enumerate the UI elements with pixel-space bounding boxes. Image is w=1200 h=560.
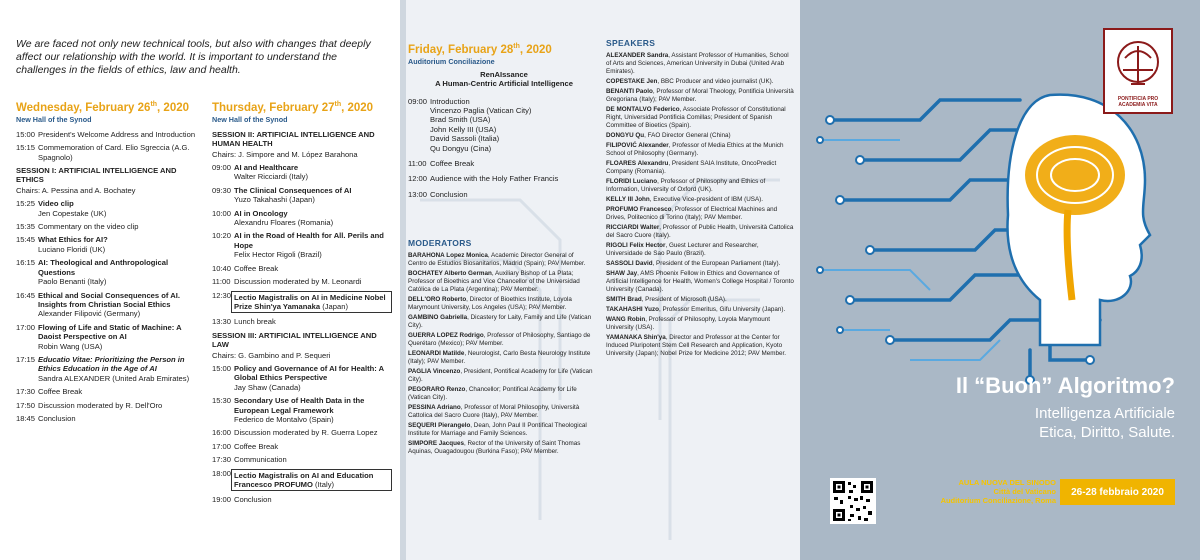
person-bio: , BBC Producer and video journalist (UK). [657,78,774,85]
speaker-item [606,88,794,104]
schedule-item [408,159,600,168]
person-name: DELL'ORO Roberto [408,296,467,303]
schedule-speaker: Communication [234,455,287,465]
schedule-time: 17:00 [16,322,36,332]
person-name: PEGORARO Renzo [408,386,466,393]
person-name: BENANTI Paolo [606,88,653,95]
wednesday-column [16,98,198,427]
schedule-time: 09:00 [212,163,232,173]
schedule-item [16,387,198,396]
schedule-text [234,364,392,392]
session-2-items [212,163,392,327]
speaker-item [606,78,794,86]
schedule-item [408,190,600,199]
speaker-item [606,178,794,194]
speaker-item [606,196,794,204]
schedule-time: 16:00 [212,428,232,438]
moderator-item [408,332,594,348]
person-name: PESSINA Adriano [408,404,461,411]
cover-subtitle [800,404,1175,442]
person-name: SMITH Brad [606,296,642,303]
schedule-text [430,174,600,183]
friday-items [408,97,600,200]
schedule-text [234,264,392,273]
schedule-item [16,130,198,139]
schedule-item [212,209,392,228]
schedule-item [16,401,198,410]
speaker-item [606,306,794,314]
friday-heading: Friday, February 28th, 2020 [408,43,552,56]
speakers-list [606,52,794,358]
schedule-text [430,190,600,199]
person-name: TAKAHASHI Yuzo [606,306,659,313]
session-2-chairs: Chairs: J. Simpore and M. López Barahona [212,149,358,159]
tree-emblem-icon [1105,34,1171,94]
panel-left [0,0,400,560]
schedule-text: Commemoration of Card. Elio Sgreccia (A.G. Spagnolo) [38,143,190,162]
session-2-title: SESSION II: ARTIFICIAL INTELLIGENCE AND HUMAN HEALTH [212,129,375,149]
person-name: COPESTAKE Jen [606,78,658,85]
schedule-title: Lectio Magistralis on AI in Medicine Nobel Prize Shin'ya Yamanaka [234,292,386,311]
speaker-item [606,224,794,240]
speaker-item [606,206,794,222]
schedule-line: Coffee Break [430,159,475,169]
schedule-time: 16:15 [16,258,36,268]
schedule-time: 17:50 [16,400,36,410]
schedule-text [234,209,392,228]
schedule-time: 15:00 [16,129,36,139]
person-bio: , Professor of Electrical Machines and Drives, Politecnico di Torino (Italy); PAV Member. [606,206,778,221]
schedule-text [234,495,392,504]
schedule-speaker: Robin Wang (USA) [38,341,103,351]
schedule-speaker: Coffee Break [38,387,83,397]
schedule-item [212,396,392,424]
schedule-item [16,291,198,319]
schedule-title: The Clinical Consequences of AI [234,185,352,195]
session-3-title: SESSION III: ARTIFICIAL INTELLIGENCE AND LAW [212,330,377,350]
person-name: KELLY III John [606,196,650,203]
person-bio: , President of Microsoft (USA). [641,296,727,303]
schedule-speaker: Alexander Filipović (Germany) [38,309,141,319]
schedule-item [212,291,392,314]
schedule-text [38,222,198,231]
schedule-text [430,159,600,168]
schedule-text [234,396,392,424]
panel-cover [800,0,1200,560]
person-bio: , Professor of Philosophy, Loyola Marymount University (USA). [606,316,771,331]
head-silhouette [1007,95,1150,345]
schedule-text [234,277,392,286]
speaker-item [606,52,794,76]
person-name: GAMBINO Gabriella [408,314,468,321]
person-name: SEQUERI Pierangelo [408,422,471,429]
venue-line1: AULA NUOVA DEL SINODO [958,478,1056,487]
session-3-items [212,364,392,505]
wednesday-intro-items [16,130,198,162]
schedule-item [212,455,392,464]
person-name: SASSOLI David [606,260,653,267]
speaker-item [606,296,794,304]
schedule-speaker: Luciano Floridi (UK) [38,244,106,254]
schedule-speaker: Jen Copestake (UK) [38,208,107,218]
dates-badge: 26-28 febbraio 2020 [1060,479,1175,505]
schedule-time: 10:20 [212,231,232,241]
schedule-item [212,495,392,504]
schedule-speaker: Sandra ALEXANDER (United Arab Emirates) [38,373,190,383]
pontifical-academy-logo [1103,28,1173,114]
schedule-speaker: Alexandru Floares (Romania) [234,218,334,228]
person-bio: , Director and Professor at the Center for Induced Pluripotent Stem Cell Research and Application, Kyoto University (Japan); Nobel Prize for Medicine 2012; PAV Member. [606,334,787,357]
schedule-time: 11:00 [408,159,427,169]
schedule-text [38,355,198,383]
schedule-time: 12:00 [408,174,428,184]
schedule-line: John Kelly III (USA) [430,124,497,134]
schedule-time: 09:30 [212,185,232,195]
speakers-section [606,38,794,360]
schedule-text [38,387,198,396]
person-name: FILIPOVIĆ Alexander [606,142,669,149]
schedule-time: 15:25 [16,199,36,209]
moderator-item [408,314,594,330]
session-1-chairs: Chairs: A. Pessina and A. Bochatey [16,185,136,195]
logo-caption: PONTIFICIA PRO ACADEMIA VITA [1117,96,1159,108]
person-name: DONGYU Qu [606,132,645,139]
schedule-speaker: Commentary on the video clip [38,222,139,232]
venue-line3: Auditorium Conciliazione, Roma [940,496,1056,505]
schedule-item [212,277,392,286]
schedule-title: AI in the Road of Health for All. Perils and Hope [234,231,384,250]
cover-subtitle-line1: Intelligenza Artificiale [1034,405,1175,422]
person-name: YAMANAKA Shin'ya [606,334,666,341]
person-bio: , Chancellor; Pontifical Academy for Life (Vatican City). [408,386,577,401]
person-bio: , President of the European Parliament (Italy). [652,260,781,267]
schedule-item [212,442,392,451]
schedule-text [231,469,392,492]
schedule-speaker: Federico de Montalvo (Spain) [234,414,334,424]
person-bio: , President SAIA Institute, OncoPredict Company (Romania). [606,160,777,175]
wednesday-heading: Wednesday, February 26th, 2020 [16,101,190,114]
person-name: FLORIDI Luciano [606,178,658,185]
schedule-text [234,455,392,464]
schedule-title: Ethical and Social Consequences of AI. Insights from Christian Social Ethics [38,290,180,309]
schedule-title: Lectio Magistralis on AI and Education Francesco PROFUMO [234,470,374,490]
person-bio: , President, Pontifical Academy for Life (Vatican City). [408,368,593,383]
moderator-item [408,386,594,402]
schedule-time: 13:30 [212,317,232,327]
speaker-item [606,242,794,258]
schedule-title: Video clip [38,199,74,209]
speaker-item [606,316,794,332]
schedule-text [234,442,392,451]
person-name: LEONARDI Matilde [408,350,465,357]
wednesday-venue: New Hall of the Synod [16,114,92,124]
schedule-title: AI and Healthcare [234,163,299,173]
person-bio: , Rector of the University of Saint Thomas Aquinas, Ouagadougou (Burkina Faso); PAV Member. [408,440,581,455]
schedule-title: Secondary Use of Health Data in the European Legal Framework [234,396,365,415]
person-name: DE MONTALVO Federico [606,106,680,113]
person-name: PAGLIA Vincenzo [408,368,461,375]
friday-column [408,40,600,205]
schedule-speaker: Paolo Benanti (Italy) [38,277,107,287]
schedule-speaker: Conclusion [38,413,76,423]
schedule-time: 15:35 [16,222,36,232]
speaker-item [606,334,794,358]
person-name: WANG Robin [606,316,646,323]
schedule-speaker: Yuzo Takahashi (Japan) [234,195,315,205]
schedule-speaker: Lunch break [234,317,276,327]
schedule-speaker: Coffee Break [234,441,279,451]
person-bio: , Professor Emeritus, Gifu University (Japan). [658,306,786,313]
schedule-time: 18:00 [212,468,232,478]
schedule-speaker: (Italy) [315,480,335,490]
cover-subtitle-line2: Etica, Diritto, Salute. [1039,424,1175,441]
schedule-item [212,163,392,182]
schedule-time: 17:30 [212,455,232,465]
schedule-time: 10:00 [212,208,232,218]
schedule-item [212,469,392,492]
person-name: SHAW Jay [606,270,638,277]
moderator-item [408,296,594,312]
qr-code[interactable] [830,478,876,524]
moderator-item [408,422,594,438]
schedule-item [16,235,198,254]
session-1-items [16,199,198,423]
schedule-line: Brad Smith (USA) [430,115,491,125]
schedule-speaker: Discussion moderated by R. Guerra Lopez [234,428,378,438]
person-name: BARAHONA Lopez Monica [408,252,488,259]
schedule-item [212,428,392,437]
schedule-title: What Ethics for AI? [38,235,108,245]
moderator-item [408,252,594,268]
person-bio: , Dicastery for Laity, Family and Life (Vatican City). [408,314,592,329]
friday-heading-subtitle: A Human-Centric Artificial Intelligence [435,79,573,89]
moderator-item [408,440,594,456]
schedule-item [16,258,198,286]
speaker-item [606,270,794,294]
friday-venue: Auditorium Conciliazione [408,56,495,66]
person-bio: , Professor of Media Ethics at the Munich School of Philosophy (Germany). [606,142,784,157]
moderators-section [408,238,594,458]
schedule-text [38,401,198,410]
moderators-list [408,252,594,456]
schedule-item [16,323,198,351]
moderators-heading: MODERATORS [408,238,472,248]
schedule-speaker: Coffee Break [234,263,279,273]
schedule-time: 18:45 [16,413,36,423]
moderator-item [408,368,594,384]
schedule-title: AI in Oncology [234,208,288,218]
schedule-item [212,231,392,259]
schedule-item [16,143,198,162]
venue-line2: Città del Vaticano [993,487,1056,496]
schedule-line: Introduction [430,96,470,106]
person-bio: , Academic Director General of Centro de Estudios Biosanitarios, Madrid (Spain); PAV Member. [408,252,586,267]
schedule-item [16,355,198,383]
schedule-text [38,235,198,254]
schedule-time: 11:00 [212,277,231,287]
schedule-time: 19:00 [212,495,232,505]
schedule-text [38,199,198,218]
schedule-text [234,317,392,326]
schedule-time: 13:00 [408,189,428,199]
schedule-item [16,199,198,218]
person-name: FLOARES Alexandru [606,160,669,167]
schedule-time: 15:00 [212,363,232,373]
schedule-text [231,291,392,314]
schedule-title: Policy and Governance of AI for Health: A Global Ethics Perspective [234,363,384,383]
schedule-item [16,222,198,231]
schedule-time: 15:15 [16,143,36,153]
thursday-heading: Thursday, February 27th, 2020 [212,101,374,114]
schedule-speaker: Discussion moderated by R. Dell'Oro [38,400,163,410]
schedule-text [38,291,198,319]
speakers-heading: SPEAKERS [606,38,656,48]
schedule-line: Audience with the Holy Father Francis [430,174,559,184]
schedule-text [38,323,198,351]
speaker-item [606,260,794,268]
schedule-item [212,317,392,326]
friday-heading-renaissance: RenAIssance [480,69,528,79]
person-bio: , Executive Vice-president of IBM (USA). [649,196,764,203]
speaker-item [606,132,794,140]
speaker-item [606,142,794,158]
person-name: RIGOLI Felix Hector [606,242,666,249]
schedule-item [16,414,198,423]
schedule-title: AI: Theological and Anthropological Questions [38,258,169,277]
schedule-time: 15:30 [212,396,232,406]
intro-text: We are faced not only new technical tools, but also with changes that deeply affect our relationship with the world. It is important to understand the challenges in the fields of ethics, law and health. [16,38,371,76]
schedule-text [234,231,392,259]
schedule-speaker: Felix Hector Rigoli (Brazil) [234,250,322,260]
moderator-item [408,404,594,420]
schedule-item [212,264,392,273]
schedule-line: Vincenzo Paglia (Vatican City) [430,106,532,116]
schedule-text [234,186,392,205]
schedule-time: 12:30 [212,290,232,300]
person-name: PROFUMO Francesco [606,206,672,213]
schedule-line: Conclusion [430,189,468,199]
schedule-speaker: Walter Ricciardi (Italy) [234,172,308,182]
schedule-text [38,258,198,286]
person-bio: , Professor of Philosophy, Santiago de Querétaro (Mexico); PAV Member. [408,332,591,347]
schedule-text [430,97,600,153]
schedule-text: President's Welcome Address and Introduction [38,129,196,139]
schedule-item [408,174,600,183]
schedule-line: Qu Dongyu (Cina) [430,143,492,153]
schedule-speaker: Conclusion [234,495,272,505]
person-bio: , Neurologist, Carlo Besta Neurology Institute (Italy); PAV Member. [408,350,591,365]
panel-middle [400,0,800,560]
schedule-time: 15:45 [16,235,36,245]
person-bio: , Professor of Moral Philosophy, Università Cattolica del Sacro Cuore (Italy), PAV Member. [408,404,580,419]
person-name: GUERRA LOPEZ Rodrigo [408,332,484,339]
person-bio: , Professor of Public Health, Università Cattolica del Sacro Cuore (Italy). [606,224,794,239]
person-name: SIMPORE Jacques [408,440,464,447]
cover-title: Il “Buon” Algoritmo? [955,373,1175,398]
person-name: ALEXANDER Sandra [606,52,669,59]
person-bio: , Professor of Philosophy and Ethics of Information, University of Oxford (UK). [606,178,766,193]
schedule-item [212,186,392,205]
person-name: BOCHATEY Alberto German [408,270,492,277]
person-name: RICCIARDI Walter [606,224,660,231]
schedule-time: 09:00 [408,96,428,106]
schedule-text [234,163,392,182]
schedule-speaker: (Japan) [322,301,348,311]
thursday-column [212,98,392,509]
person-bio: , FAO Director General (China) [644,132,731,139]
person-bio: , AMS Phoenix Fellow in Ethics and Governance of Artificial Intelligence for Health, Women's College Hospital / Toronto University (Canada). [606,270,794,293]
session-1-title: SESSION I: ARTIFICIAL INTELLIGENCE AND ETHICS [16,166,177,185]
schedule-speaker: Discussion moderated by M. Leonardi [234,277,362,287]
schedule-speaker: Jay Shaw (Canada) [234,382,301,392]
person-bio: , Director of Bioethics Institute, Loyola Marymount University, Los Angeles (USA); PAV Member. [408,296,572,311]
schedule-time: 10:40 [212,263,232,273]
schedule-text [234,428,392,437]
schedule-title: Educatio Vitae: Prioritizing the Person in Ethics Education in the Age of AI [38,354,185,374]
schedule-line: David Sassoli (Italia) [430,134,500,144]
qr-code-icon [830,478,876,524]
schedule-text [38,414,198,423]
person-bio: , Professor of Moral Theology, Pontificia Università Gregoriana (Italy); PAV Member. [606,88,794,103]
thursday-venue: New Hall of the Synod [212,114,288,124]
venue-block [900,478,1056,505]
schedule-time: 17:30 [16,387,36,397]
person-bio: , Dean, John Paul II Pontifical Theological Institute for Marriage and Family Sciences. [408,422,587,437]
speaker-item [606,160,794,176]
schedule-time: 17:15 [16,354,36,364]
schedule-item [408,97,600,153]
person-bio: , Assistant Professor of Humanities, School of Arts and Sciences, American University in Dubai (United Arab Emirates). [606,52,789,75]
moderator-item [408,350,594,366]
schedule-time: 17:00 [212,441,232,451]
speaker-item [606,106,794,130]
schedule-title: Flowing of Life and Static of Machine: A Daoist Perspective on AI [38,322,182,342]
fold-gutter [400,0,406,560]
moderator-item [408,270,594,294]
person-bio: , Auxiliary Bishop of La Plata; Professor of Bioethics and Vice Chancellor of the Universidad Católica de La Plata (Argentina); PAV Member. [408,270,580,293]
schedule-time: 16:45 [16,290,36,300]
person-bio: , Guest Lecturer and Researcher, Universidade de Sao Paulo (Brazil). [606,242,759,257]
schedule-item [212,364,392,392]
person-bio: , Associate Professor of Constitutional Right, Universidad Pontificia Comillas; President of Spanish Committee of Bioetics (Spain). [606,106,786,129]
session-3-chairs: Chairs: G. Gambino and P. Sequeri [212,350,331,360]
